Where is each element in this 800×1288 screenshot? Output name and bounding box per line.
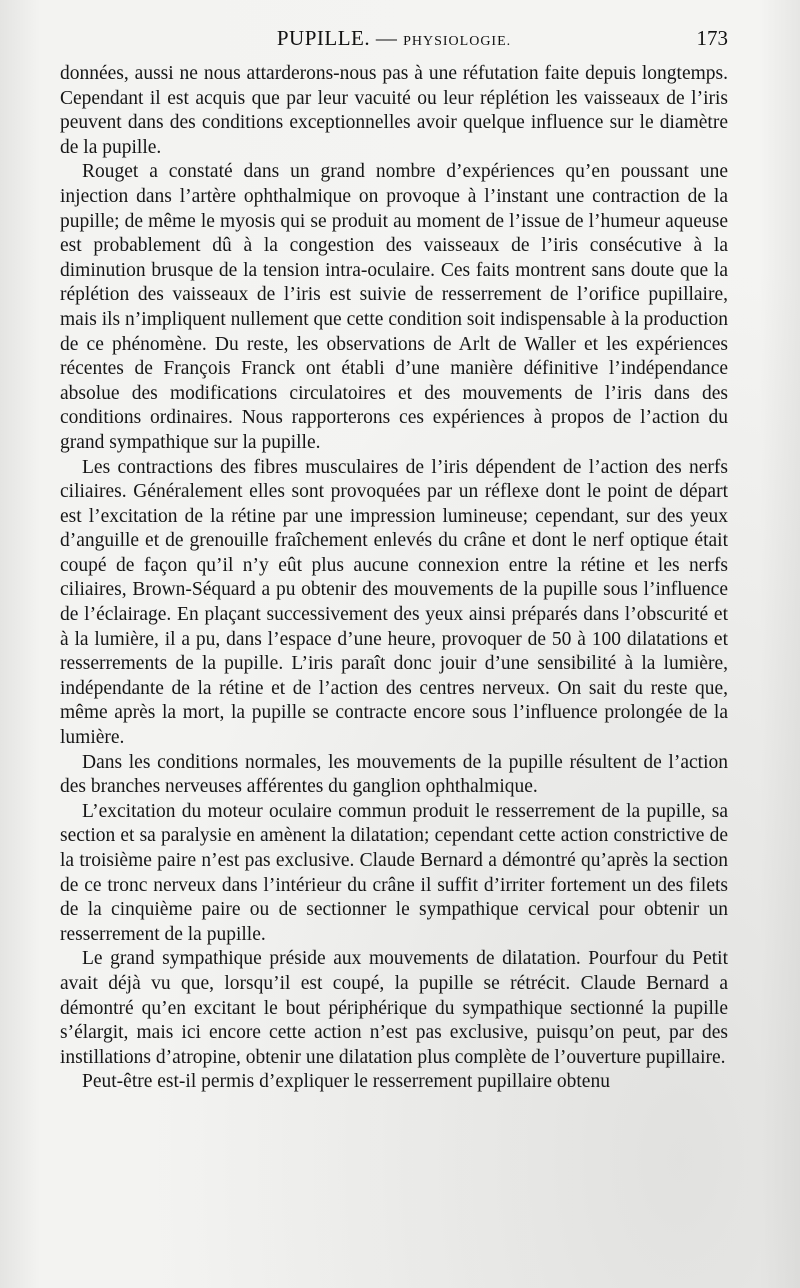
paragraph-2: Rouget a constaté dans un grand nombre d’expériences qu’en poussant une injection dans l’artère ophthalmique on provoque à l’instant une contraction de la pupille; de même le myosis qui se produit au moment de l’issue de l’humeur aqueuse est probablement dû à la congestion des vaisseaux de l’iris consécutive à la diminution brusque de la tension intra-oculaire. Ces faits montrent sans doute que la réplétion des vaisseaux de l’iris est suivie de resserrement de l’orifice pupillaire, mais ils n’impliquent nullement que cette condition soit indispensable à la production de ce phénomène. Du reste, les observations de Arlt de Waller et les expériences récentes de François Franck ont établi d’une manière définitive l’indépendance absolue des modifications circulatoires et des mouvements de l’iris dans des conditions ordinaires. Nous rapporterons ces expériences à propos de l’action du grand sympathique sur la pupille. xyxy=(60,161,728,453)
paragraph-5: L’excitation du moteur oculaire commun produit le resserrement de la pupille, sa section et sa paralysie en amènent la dilatation; cependant cette action constrictive de la troisième paire n’est pas exclusive. Claude Bernard a démontré qu’après la section de ce tronc nerveux dans l’intérieur du crâne il suffit d’irriter fortement un des filets de la cinquième paire ou de sectionner le sympathique cervical pour obtenir un resserrement de la pupille. xyxy=(60,800,728,945)
paragraph-7: Peut-être est-il permis d’expliquer le resserrement pupillaire obtenu xyxy=(82,1071,610,1093)
running-head-title xyxy=(60,26,728,51)
body-text xyxy=(60,62,728,1095)
paragraph-3: Les contractions des fibres musculaires de l’iris dépendent de l’action des nerfs ciliaires. Généralement elles sont provoquées par un réflexe dont le point de départ est l’excitation de la rétine par une impression lumineuse; cependant, sur des yeux d’anguille et de grenouille fraîchement enlevés du crâne et dont le nerf optique était coupé de façon qu’il n’y eût plus aucune connexion entre la rétine et les nerfs ciliaires, Brown-Séquard a pu obtenir des mouvements de la pupille sous l’influence de l’éclairage. En plaçant successivement des yeux ainsi préparés dans l’obscurité et à la lumière, il a pu, dans l’espace d’une heure, provoquer de 50 à 100 dilatations et resserrements de la pupille. L’iris paraît donc jouir d’une sensibilité à la lumière, indépendante de la rétine et de l’action des centres nerveux. On sait du reste que, même après la mort, la pupille se contracte encore sous l’influence prolongée de la lumière. xyxy=(60,456,728,749)
chapter-title: PUPILLE. xyxy=(276,26,371,50)
title-dash: — xyxy=(375,26,398,50)
paragraph-1: données, aussi ne nous attarderons-nous pas à une réfutation faite depuis longtemps. Cependant il est acquis que par leur vacuité ou leur réplétion les vaisseaux de l’iris peuvent dans des conditions exceptionnelles avoir quelque influence sur le diamètre de la pupille. xyxy=(60,63,728,158)
running-head xyxy=(60,26,728,56)
page-number: 173 xyxy=(696,26,728,50)
paragraph-4: Dans les conditions normales, les mouvements de la pupille résultent de l’action des branches nerveuses afférentes du ganglion ophthalmique. xyxy=(60,751,728,798)
paragraph-6: Le grand sympathique préside aux mouvements de dilatation. Pourfour du Petit avait déjà vu que, lorsqu’il est coupé, la pupille se rétrécit. Claude Bernard a démontré qu’en excitant le bout périphérique du sympathique sectionné la pupille s’élargit, mais ici encore cette action n’est pas exclusive, puisqu’on peut, par des instillations d’atropine, obtenir une dilatation plus complète de l’ouverture pupillaire. xyxy=(60,948,728,1068)
section-title: PHYSIOLOGIE. xyxy=(403,34,512,49)
